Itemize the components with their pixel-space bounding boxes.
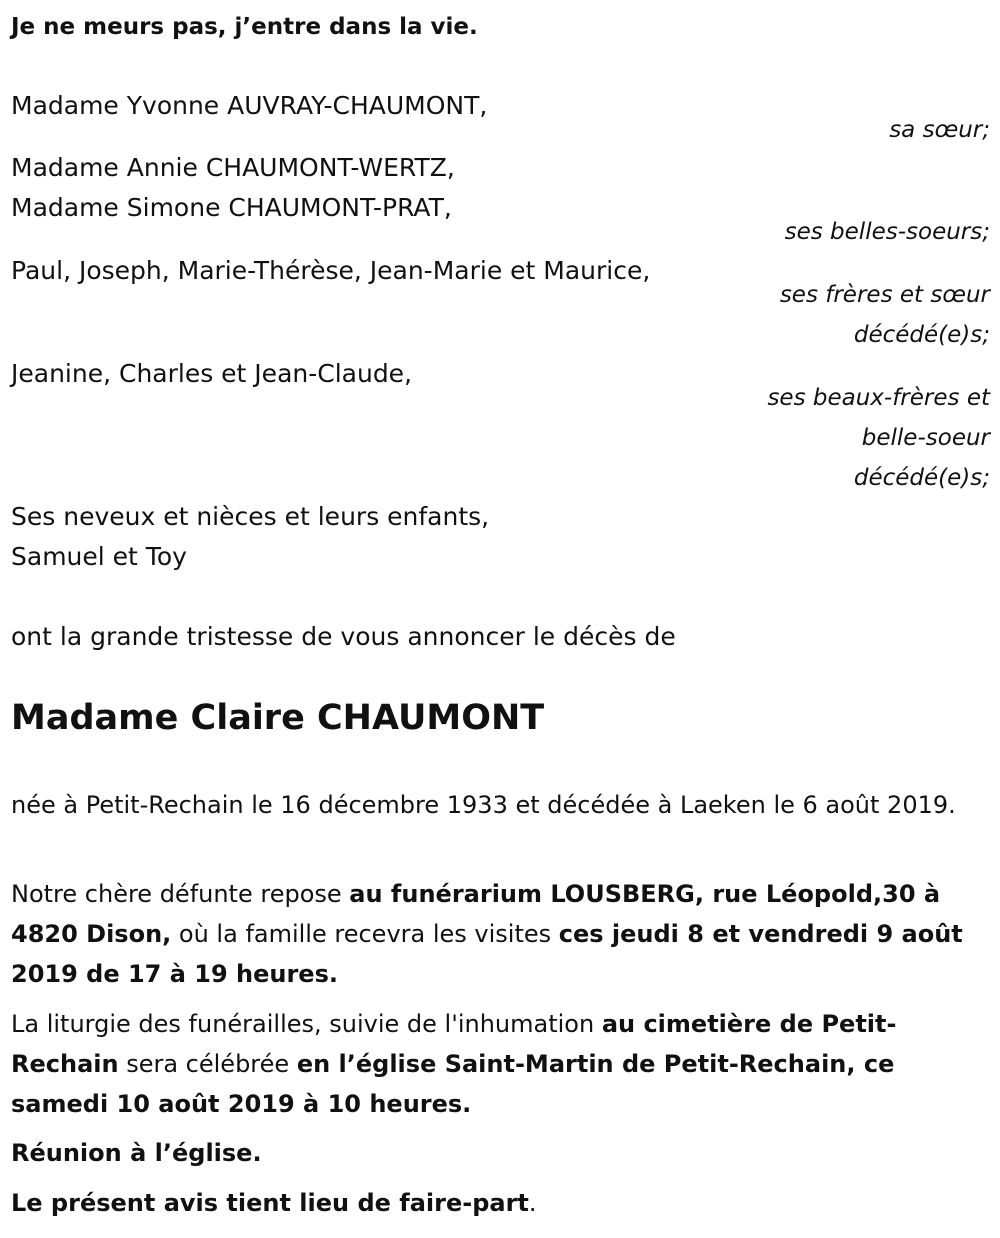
sister-name: Madame Yvonne AUVRAY-CHAUMONT, (11, 91, 488, 120)
sister-in-law-1: Madame Annie CHAUMONT-WERTZ, (11, 153, 455, 182)
cemetery: au cimetière de Petit-Rechain (11, 1010, 897, 1078)
other-mourners: Samuel et Toy (11, 542, 187, 571)
birth-death-info: née à Petit-Rechain le 16 décembre 1933 et décédée à Laeken le 6 août 2019. (11, 791, 956, 819)
notice-paragraph (11, 1183, 986, 1223)
siblings-role-line-2: décédé(e)s; (853, 322, 990, 348)
in-laws-role-line-2: belle-soeur (861, 425, 990, 451)
church-ceremony: en l’église Saint-Martin de Petit-Rechain, ce samedi 10 août 2019 à 10 heures. (11, 1050, 895, 1118)
sisters-in-law-role: ses belles-soeurs; (784, 219, 990, 245)
nephews-nieces: Ses neveux et nièces et leurs enfants, (11, 502, 490, 531)
in-laws-role-line-1: ses beaux-frères et (767, 385, 990, 411)
visitation-times: ces jeudi 8 et vendredi 9 août 2019 de 17 à 19 heures. (11, 920, 963, 988)
deceased-name: Madame Claire CHAUMONT (11, 698, 545, 738)
notice-text: Le présent avis tient lieu de faire-part (11, 1189, 529, 1217)
liturgy-paragraph (11, 1004, 986, 1124)
announcement: ont la grande tristesse de vous annoncer le décès de (11, 622, 676, 651)
deceased-siblings: Paul, Joseph, Marie-Thérèse, Jean-Marie et Maurice, (11, 256, 651, 285)
siblings-role-line-1: ses frères et sœur (779, 282, 990, 308)
epigraph: Je ne meurs pas, j’entre dans la vie. (11, 14, 478, 40)
in-laws-role-line-3: décédé(e)s; (853, 465, 990, 491)
visitation-intro: Notre chère défunte repose (11, 880, 350, 908)
liturgy-middle: sera célébrée (118, 1050, 297, 1078)
funeral-home-address: au funérarium LOUSBERG, rue Léopold,30 à 4820 Dison, (11, 880, 941, 948)
visitation-middle: où la famille recevra les visites (171, 920, 559, 948)
sister-in-law-2: Madame Simone CHAUMONT-PRAT, (11, 193, 452, 222)
sister-role: sa sœur; (889, 117, 990, 143)
visitation-paragraph (11, 874, 986, 994)
notice-end: . (528, 1189, 537, 1217)
deceased-in-laws: Jeanine, Charles et Jean-Claude, (11, 359, 413, 388)
meeting-note: Réunion à l’église. (11, 1139, 262, 1167)
liturgy-intro: La liturgie des funérailles, suivie de l'inhumation (11, 1010, 602, 1038)
